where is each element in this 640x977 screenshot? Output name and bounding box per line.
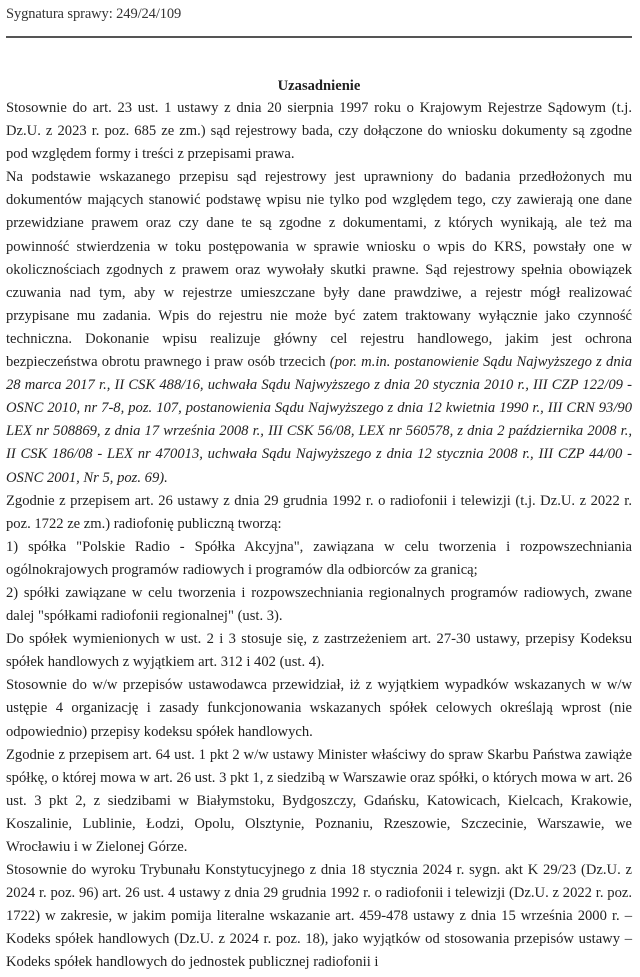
document-body [6,75,632,975]
paragraph-text: Na podstawie wskazanego przepisu sąd rejestrowy jest uprawniony do badania przedłożonych mu dokumentów mających stanowić podstawę wpisu nie tylko pod względem tego, czy zawierają one dane przewidziane prawem oraz czy dane te są zgodne z dokumentami, z których wynikają, ale też ma powinność stwierdzenia w toku postępowania w sprawie wniosku o wpis do KRS, powstały one w okolicznościach zgodnych z prawem oraz wywołały skutki prawne. Sąd rejestrowy spełnia obowiązek czuwania nad tym, aby w rejestrze umieszczane były dane prawdziwe, a rejestr mógł realizować przypisane mu zadania. Wpis do rejestru nie może być zatem traktowany wyłącznie jako czynność techniczna. Dokonanie wpisu realizuje główny cel rejestru handlowego, jakim jest ochrona bezpieczeństwa obrotu prawnego i praw osób trzecich [6,169,632,371]
header-divider [6,36,632,38]
list-item-1: 1) spółka "Polskie Radio - Spółka Akcyjna", zawiązana w celu tworzenia i rozpowszechniania ogólnokrajowych programów radiowych i programów dla odbiorców za granicą; [6,538,632,578]
list-item-2: 2) spółki zawiązane w celu tworzenia i rozpowszechniania regionalnych programów radiowych, zwane dalej "spółkami radiofonii regionalnej" (ust. 3). [6,584,632,625]
case-law-citation: (por. m.in. postanowienie Sądu Najwyższego z dnia 28 marca 2017 r., II CSK 488/16, uchwała Sądu Najwyższego z dnia 20 stycznia 2010 r., III CZP 122/09 - OSNC 2010, nr 7-8, poz. 107, postanowienia Sądu Najwyższego z dnia 12 kwietnia 1990 r., III CRN 93/90 LEX nr 508869, z dnia 17 września 2008 r., III CSK 56/08, LEX nr 560578, z dnia 2 października 2008 r., II CSK 186/08 - LEX nr 470013, uchwała Sądu Najwyższego z dnia 12 stycznia 2008 r., III CZP 44/00 - OSNC 2001, Nr 5, poz. 69). [6,354,632,486]
paragraph-tk-judgment: Stosownie do wyroku Trybunału Konstytucyjnego z dnia 18 stycznia 2024 r. sygn. akt K 29/23 (Dz.U. z 2024 r. poz. 96) art. 26 ust. 4 ustawy z dnia 29 grudnia 1992 r. o radiofonii i telewizji (Dz.U. z 2022 r. poz. 1722) w zakresie, w jakim pomija literalne wskazanie art. 459-478 ustawy z dnia 15 września 2000 r. – Kodeks spółek handlowych (Dz.U. z 2024 r. poz. 18), jako wyjątków od stosowania przepisów ustawy – Kodeks spółek handlowych do jednostek publicznej radiofonii i [6,862,632,971]
paragraph-registry-court-powers [6,166,632,489]
paragraph-art64: Zgodnie z przepisem art. 64 ust. 1 pkt 2 w/w ustawy Minister właściwy do spraw Skarbu Państwa zawiąże spółkę, o której mowa w art. 26 ust. 3 pkt 1, z siedzibą w Warszawie oraz spółki, o których mowa w art. 26 ust. 3 pkt 2, z siedzibami w Białymstoku, Bydgoszczy, Gdańsku, Katowicach, Kielcach, Krakowie, Koszalinie, Lublinie, Łodzi, Opolu, Olsztynie, Poznaniu, Rzeszowie, Szczecinie, Warszawie, we Wrocławiu i w Zielonej Górze. [6,746,632,855]
paragraph-ust4: Do spółek wymienionych w ust. 2 i 3 stosuje się, z zastrzeżeniem art. 27-30 ustawy, przepisy Kodeksu spółek handlowych z wyjątkiem art. 312 i 402 (ust. 4). [6,631,632,671]
paragraph-legislator-intent: Stosownie do w/w przepisów ustawodawca przewidział, iż z wyjątkiem wypadków wskazanych w w/w ustępie 4 organizację i zasady funkcjonowania wskazanych spółek celowych określają wprost (nie odpowiednio) przepisy kodeksu spółek handlowych. [6,677,632,740]
document-title: Uzasadnienie [277,78,361,94]
paragraph-krs-art23: Stosownie do art. 23 ust. 1 ustawy z dnia 20 sierpnia 1997 roku o Krajowym Rejestrze Sądowym (t.j. Dz.U. z 2023 r. poz. 685 ze zm.) sąd rejestrowy bada, czy dołączone do wniosku dokumenty są zgodne pod względem formy i treści z przepisami prawa. [6,100,632,163]
case-signature: Sygnatura sprawy: 249/24/109 [6,6,182,22]
paragraph-art26-radio: Zgodnie z przepisem art. 26 ustawy z dnia 29 grudnia 1992 r. o radiofonii i telewizji (t.j. Dz.U. z 2022 r. poz. 1722 ze zm.) radiofonię publiczną tworzą: [6,492,632,532]
